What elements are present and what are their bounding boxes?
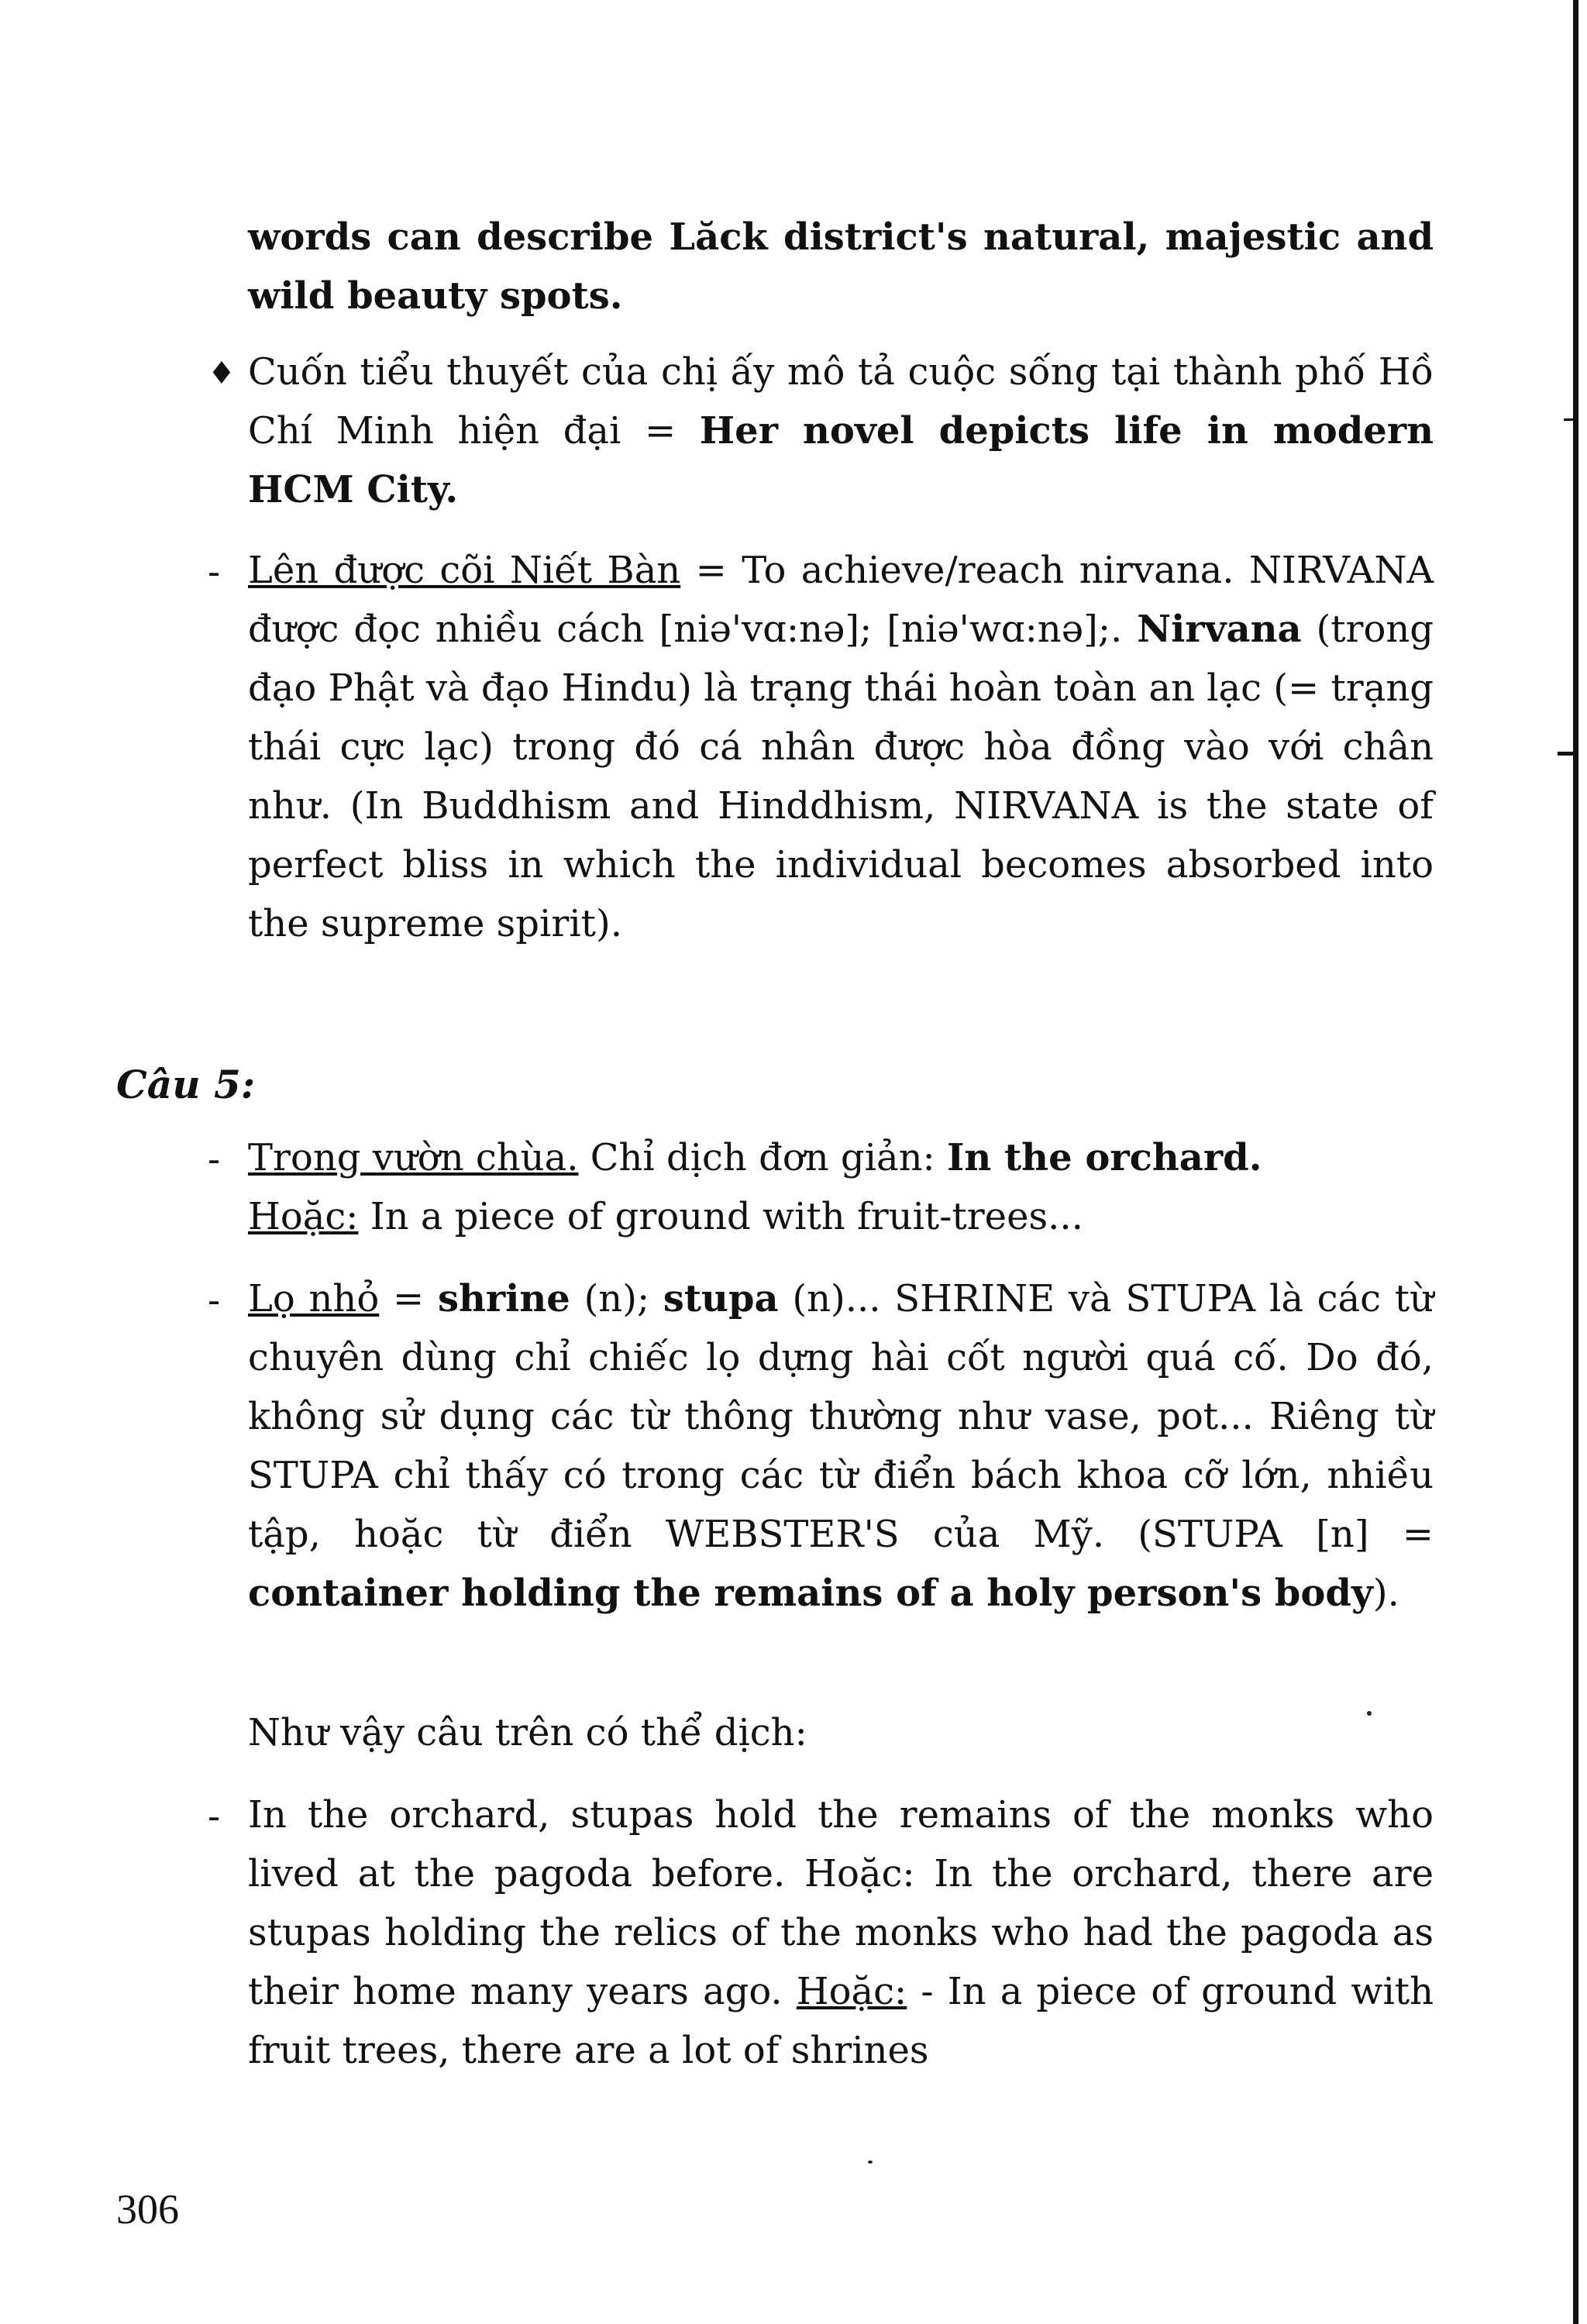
- shrine-bold-shrine: shrine: [437, 1277, 570, 1320]
- nirvana-term: Lên được cõi Niết Bàn: [248, 549, 681, 592]
- intro-paragraph: [248, 208, 1434, 325]
- shrine-text-1: (n);: [570, 1277, 663, 1320]
- orchard-paragraph: [248, 1128, 1434, 1246]
- intro-bold-text: words can describe Lăck district's natural, majestic and wild beauty spots.: [248, 215, 1434, 318]
- nirvana-explanation: (trong đạo Phật và đạo Hindu) là trạng thái hoàn toàn an lạc (= trạng thái cực lạc) trong đó cá nhân được hòa đồng vào với chân như. (In Buddhism and Hinddhism, NIRVANA is the state of perfect bliss in which the individual becomes absorbed into the supreme spirit).: [248, 608, 1434, 945]
- scan-edge-tick: [1558, 752, 1575, 756]
- shrine-term: Lọ nhỏ: [248, 1277, 380, 1320]
- shrine-text-3: ).: [1372, 1572, 1399, 1615]
- orchard-bold-text: In the orchard.: [946, 1136, 1262, 1179]
- page-number: 306: [116, 2186, 179, 2233]
- orchard-text: Chỉ dịch đơn giản:: [578, 1136, 947, 1179]
- nirvana-definition: = To achieve/reach nirvana. NIRVANA được đọc nhiều cách [niə'vɑ:nə]; [niə'wɑ:nə];.: [248, 549, 1434, 651]
- bullet-bold-text: Her novel depicts life in modern HCM City.: [248, 409, 1434, 511]
- translation-text-2: - In a piece of ground with fruit trees, there are a lot of shrines: [248, 1970, 1434, 2072]
- translation-text-1: In the orchard, stupas hold the remains of the monks who lived at the pagoda before. Hoặc: In the orchard, there are stupas holding the relics of the monks who had the pagoda as their home many years ago.: [248, 1793, 1434, 2013]
- scan-speck: [1367, 1711, 1372, 1716]
- translation-alt-label: Hoặc:: [796, 1970, 907, 2013]
- scan-edge-mark: [1564, 418, 1575, 421]
- bullet-text: Cuốn tiểu thuyết của chị ấy mô tả cuộc sống tại thành phố Hồ Chí Minh hiện đại =: [248, 350, 1434, 453]
- shrine-paragraph: [248, 1269, 1434, 1623]
- shrine-bold-stupa: stupa: [663, 1277, 779, 1320]
- translation-dash-marker: -: [208, 1795, 221, 1838]
- shrine-text-2: (n)... SHRINE và STUPA là các từ chuyên dùng chỉ chiếc lọ dựng hài cốt người quá cố. Do đó, không sử dụng các từ thông thường như vase, pot... Riêng từ STUPA chỉ thấy có trong các từ điển bách khoa cỡ lớn, nhiều tập, hoặc từ điển WEBSTER'S của Mỹ. (STUPA [n] =: [248, 1277, 1434, 1556]
- scan-speck-2: [868, 2160, 873, 2164]
- nirvana-paragraph: [248, 541, 1434, 953]
- translation-paragraph: [248, 1785, 1434, 2080]
- shrine-dash-marker: -: [208, 1279, 221, 1322]
- bullet-diamond-icon: ♦: [208, 356, 236, 391]
- orchard-dash-marker: -: [208, 1138, 221, 1181]
- orchard-alt-label: Hoặc:: [248, 1195, 359, 1238]
- orchard-alt-text: In a piece of ground with fruit-trees...: [358, 1195, 1083, 1238]
- section-heading: Câu 5:: [116, 1062, 256, 1107]
- transition-paragraph: Như vậy câu trên có thể dịch:: [248, 1711, 807, 1754]
- bullet-paragraph: [248, 343, 1434, 519]
- shrine-equals: =: [379, 1277, 438, 1320]
- nirvana-dash-marker: -: [208, 550, 221, 594]
- nirvana-bold-term: Nirvana: [1137, 608, 1302, 651]
- shrine-bold-definition: container holding the remains of a holy person's body: [248, 1572, 1373, 1615]
- scan-edge-line: [1573, 0, 1578, 2324]
- orchard-term: Trong vườn chùa.: [248, 1136, 579, 1179]
